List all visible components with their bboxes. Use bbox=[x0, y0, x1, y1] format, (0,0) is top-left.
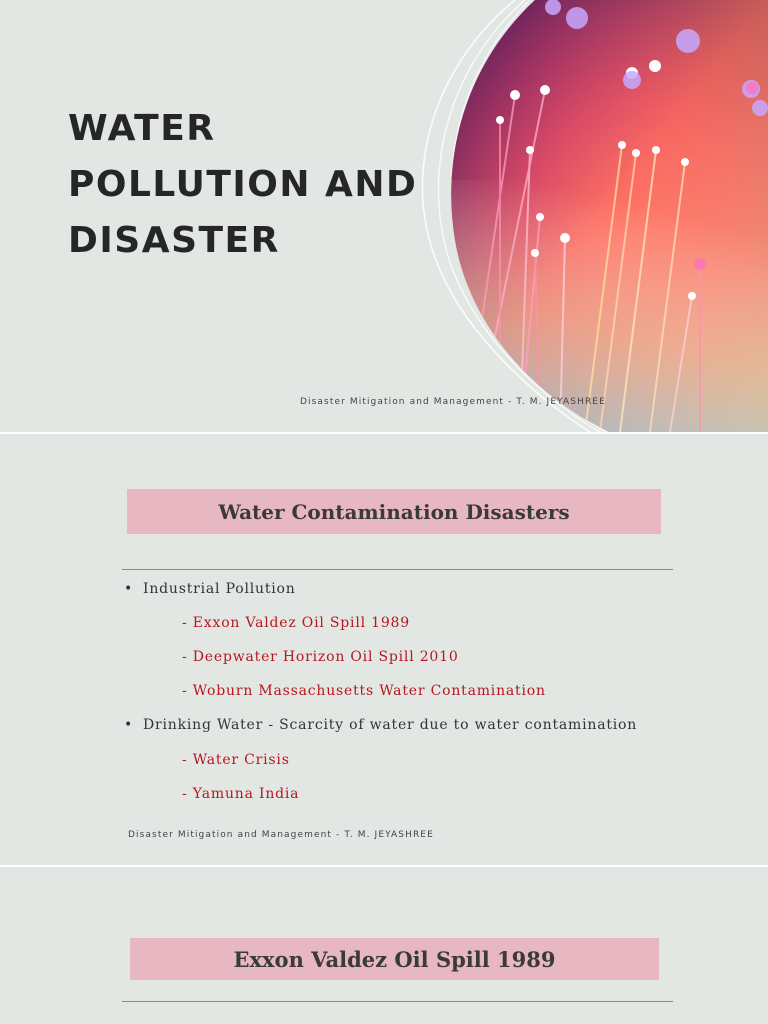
slide-heading bbox=[130, 938, 659, 980]
fiber-optic-image bbox=[0, 0, 768, 432]
title-slide bbox=[0, 0, 768, 432]
sub-item: - Exxon Valdez Oil Spill 1989 bbox=[182, 615, 410, 631]
sub-item: - Water Crisis bbox=[182, 752, 290, 768]
slide-footer: Disaster Mitigation and Management - T. M. JEYASHREE bbox=[300, 397, 606, 407]
bullet-dot: • bbox=[124, 581, 134, 597]
title-line-3: DISASTER bbox=[68, 220, 280, 261]
exxon-valdez-slide bbox=[0, 867, 768, 1024]
title-line-1: WATER bbox=[68, 108, 216, 149]
title-line-2: POLLUTION AND bbox=[68, 164, 418, 205]
slide-heading bbox=[127, 489, 661, 534]
bullet-text: Drinking Water - Scarcity of water due to water contamination bbox=[143, 717, 638, 733]
contamination-slide bbox=[0, 434, 768, 865]
bullet-text: Industrial Pollution bbox=[143, 581, 296, 597]
sub-item: - Woburn Massachusetts Water Contamination bbox=[182, 683, 546, 699]
slide-heading-text: Water Contamination Disasters bbox=[218, 499, 570, 524]
bullet-dot: • bbox=[124, 717, 134, 733]
slide-heading-text: Exxon Valdez Oil Spill 1989 bbox=[233, 946, 556, 972]
bullet-item bbox=[124, 717, 637, 733]
sub-item: - Deepwater Horizon Oil Spill 2010 bbox=[182, 649, 459, 665]
divider bbox=[122, 569, 673, 570]
bullet-item bbox=[124, 581, 296, 597]
divider bbox=[122, 1001, 673, 1002]
sub-item: - Yamuna India bbox=[182, 786, 300, 802]
slide-footer: Disaster Mitigation and Management - T. M. JEYASHREE bbox=[128, 830, 434, 840]
